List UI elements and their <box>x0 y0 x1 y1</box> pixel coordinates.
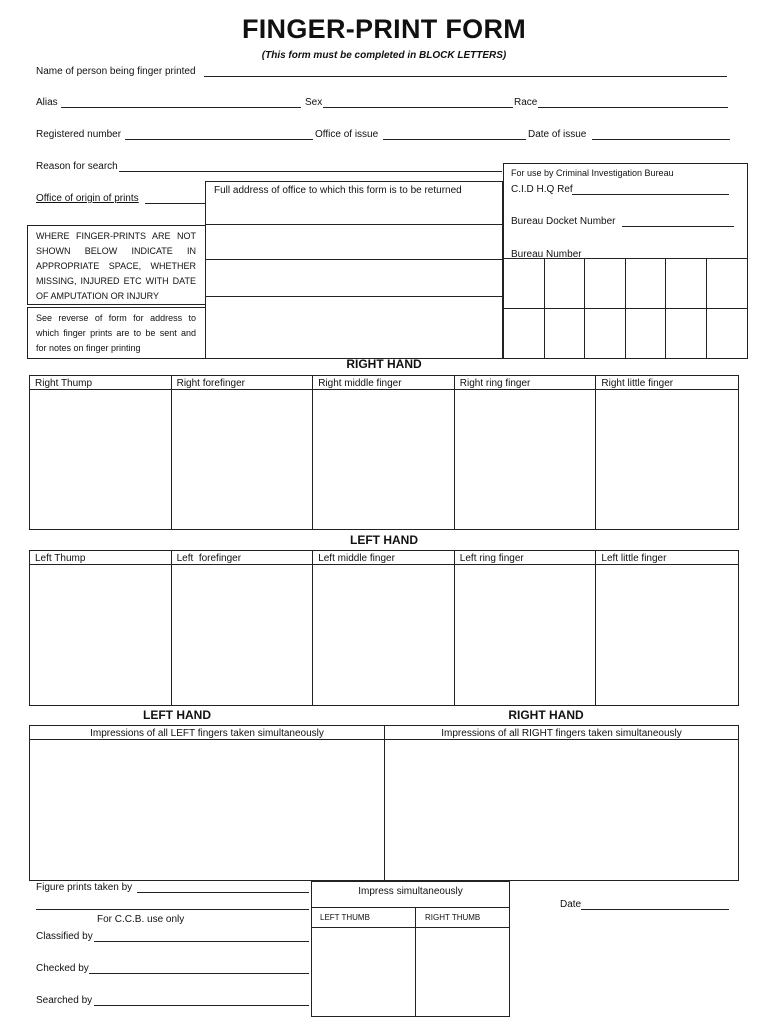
left-thumb-impression-box[interactable] <box>311 927 416 1017</box>
simultaneous-grid <box>29 725 739 881</box>
bureau-number-cell[interactable] <box>626 259 667 309</box>
left-little-finger-label: Left little finger <box>596 551 738 565</box>
date-field[interactable] <box>581 909 729 910</box>
left-little-finger-box[interactable] <box>596 551 738 705</box>
bureau-number-cell[interactable] <box>585 309 626 359</box>
registered-number-field[interactable] <box>125 139 313 140</box>
left-ring-finger-label: Left ring finger <box>455 551 596 565</box>
right-forefinger-label: Right forefinger <box>172 376 313 390</box>
right-thumb-box[interactable] <box>30 376 172 529</box>
left-simultaneous-label: Impressions of all LEFT fingers taken simultaneously <box>30 726 384 740</box>
impress-label: Impress simultaneously <box>358 886 463 897</box>
bureau-number-cell[interactable] <box>585 259 626 309</box>
left-thumb-box[interactable] <box>30 551 172 705</box>
right-little-finger-label: Right little finger <box>596 376 738 390</box>
reason-field[interactable] <box>119 171 502 172</box>
date-of-issue-label: Date of issue <box>528 129 587 140</box>
left-simultaneous-box[interactable] <box>30 726 385 880</box>
bureau-number-cell[interactable] <box>666 259 707 309</box>
checked-label: Checked by <box>36 963 89 974</box>
reverse-note: See reverse of form for address to which finger prints are to be sent and for notes on finger printing <box>36 313 196 353</box>
simultaneous-left-heading: LEFT HAND <box>143 708 211 722</box>
registered-number-label: Registered number <box>36 129 122 140</box>
right-simultaneous-box[interactable] <box>385 726 738 880</box>
bureau-number-cell[interactable] <box>545 309 586 359</box>
right-middle-finger-box[interactable] <box>313 376 455 529</box>
alias-field[interactable] <box>61 107 301 108</box>
cid-ref-label: C.I.D H.Q Ref <box>511 184 573 195</box>
right-thumb-impression-box[interactable] <box>415 927 510 1017</box>
bureau-number-cell[interactable] <box>626 309 667 359</box>
name-field[interactable] <box>204 76 727 77</box>
reason-label: Reason for search <box>36 161 118 172</box>
searched-field[interactable] <box>94 1005 309 1006</box>
left-forefinger-box[interactable] <box>172 551 314 705</box>
left-middle-finger-box[interactable] <box>313 551 455 705</box>
taken-by-field-2[interactable] <box>36 909 309 910</box>
race-label: Race <box>514 97 538 108</box>
address-line <box>205 259 503 260</box>
taken-by-field[interactable] <box>137 892 309 893</box>
left-middle-finger-label: Left middle finger <box>313 551 454 565</box>
bureau-number-label: Bureau Number <box>511 249 582 260</box>
form-subtitle: (This form must be completed in BLOCK LETTERS) <box>261 50 507 61</box>
full-address-label: Full address of office to which this form is to be returned <box>214 185 462 196</box>
classified-field[interactable] <box>94 941 309 942</box>
date-label: Date <box>560 899 582 910</box>
bureau-number-cell[interactable] <box>707 309 748 359</box>
missing-note: WHERE FINGER-PRINTS ARE NOT SHOWN BELOW INDICATE IN APPROPRIATE SPACE, WHETHER MISSING, INJURED ETC WITH DATE OF AMPUTATION OR INJURY <box>36 231 196 301</box>
sex-label: Sex <box>305 97 323 108</box>
bureau-heading: For use by Criminal Investigation Bureau <box>511 168 674 178</box>
date-of-issue-field[interactable] <box>592 139 730 140</box>
cid-ref-field[interactable] <box>572 194 729 195</box>
right-little-finger-box[interactable] <box>596 376 738 529</box>
right-ring-finger-label: Right ring finger <box>455 376 596 390</box>
classified-label: Classified by <box>36 931 93 942</box>
form-title: FINGER-PRINT FORM <box>241 14 527 44</box>
race-field[interactable] <box>538 107 728 108</box>
bureau-number-cell[interactable] <box>666 309 707 359</box>
address-line <box>205 224 503 225</box>
checked-field[interactable] <box>89 973 309 974</box>
left-ring-finger-box[interactable] <box>455 551 597 705</box>
alias-label: Alias <box>36 97 58 108</box>
bureau-number-grid <box>503 258 748 359</box>
bureau-number-cell[interactable] <box>504 259 545 309</box>
address-box[interactable] <box>205 181 503 359</box>
right-thumb-label: RIGHT THUMB <box>425 913 481 922</box>
name-label: Name of person being finger printed <box>36 66 196 77</box>
right-forefinger-box[interactable] <box>172 376 314 529</box>
bureau-number-cell[interactable] <box>504 309 545 359</box>
right-thumb-label: Right Thump <box>30 376 171 390</box>
office-origin-field[interactable] <box>145 203 205 204</box>
docket-label: Bureau Docket Number <box>511 216 616 227</box>
right-hand-heading: RIGHT HAND <box>346 357 422 371</box>
right-hand-grid <box>29 375 739 530</box>
right-ring-finger-box[interactable] <box>455 376 597 529</box>
office-of-issue-field[interactable] <box>383 139 526 140</box>
docket-field[interactable] <box>622 226 734 227</box>
right-middle-finger-label: Right middle finger <box>313 376 454 390</box>
bureau-number-cell[interactable] <box>545 259 586 309</box>
simultaneous-right-heading: RIGHT HAND <box>508 708 584 722</box>
left-forefinger-label: Left forefinger <box>172 551 313 565</box>
sex-field[interactable] <box>323 107 513 108</box>
left-hand-grid <box>29 550 739 706</box>
left-hand-heading: LEFT HAND <box>350 533 418 547</box>
address-line <box>205 296 503 297</box>
searched-label: Searched by <box>36 995 93 1006</box>
ccb-label: For C.C.B. use only <box>97 914 185 925</box>
left-thumb-label: LEFT THUMB <box>320 913 370 922</box>
taken-by-label: Figure prints taken by <box>36 882 133 893</box>
left-thumb-label: Left Thump <box>30 551 171 565</box>
bureau-number-cell[interactable] <box>707 259 748 309</box>
office-of-issue-label: Office of issue <box>315 129 379 140</box>
right-simultaneous-label: Impressions of all RIGHT fingers taken simultaneously <box>385 726 738 740</box>
office-origin-label: Office of origin of prints <box>36 193 139 204</box>
